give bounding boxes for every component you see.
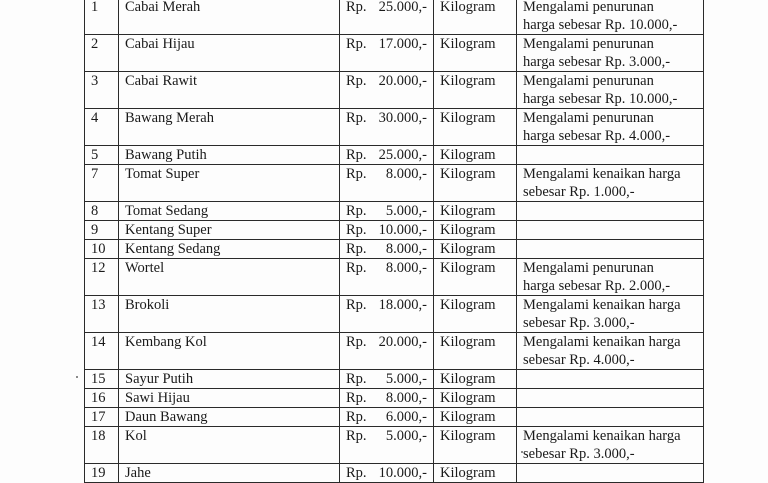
commodity-name: Kembang Kol [125, 334, 207, 350]
note-line: Mengalami penurunan [523, 0, 654, 15]
table-row [85, 408, 704, 427]
price-amount: 20.000,- [378, 73, 427, 89]
price-amount: 30.000,- [378, 110, 427, 126]
price-amount: 10.000,- [378, 222, 427, 238]
unit-label: Kilogram [440, 260, 496, 276]
row-number-cell [85, 240, 119, 259]
table-row [85, 240, 704, 259]
commodity-name: Kentang Super [125, 222, 212, 238]
commodity-name: Cabai Hijau [125, 36, 195, 52]
row-number: 13 [91, 297, 106, 313]
unit-label: Kilogram [440, 166, 496, 182]
unit-cell [434, 221, 517, 240]
row-number: 12 [91, 260, 106, 276]
unit-cell [434, 165, 517, 202]
row-number-cell [85, 72, 119, 109]
commodity-cell [119, 408, 340, 427]
note-line: harga sebesar Rp. 3.000,- [523, 54, 671, 70]
row-number: 1 [91, 0, 99, 15]
price-cell [340, 389, 434, 408]
scan-speck [521, 451, 523, 453]
note-cell [517, 35, 704, 72]
note-line: sebesar Rp. 4.000,- [523, 352, 635, 368]
note-line: harga sebesar Rp. 4.000,- [523, 128, 671, 144]
unit-cell [434, 146, 517, 165]
note-line: Mengalami kenaikan harga [523, 166, 681, 182]
commodity-cell [119, 202, 340, 221]
unit-cell [434, 370, 517, 389]
unit-label: Kilogram [440, 147, 496, 163]
unit-cell [434, 35, 517, 72]
unit-cell [434, 408, 517, 427]
commodity-cell [119, 464, 340, 483]
currency-label: Rp. [346, 166, 367, 182]
currency-label: Rp. [346, 222, 367, 238]
price-cell [340, 427, 434, 464]
price-amount: 5.000,- [385, 371, 427, 387]
row-number: 15 [91, 371, 106, 387]
price-cell [340, 165, 434, 202]
unit-label: Kilogram [440, 36, 496, 52]
unit-label: Kilogram [440, 390, 496, 406]
table-row [85, 389, 704, 408]
table-row [85, 72, 704, 109]
price-amount: 8.000,- [385, 260, 427, 276]
currency-label: Rp. [346, 0, 367, 15]
price-amount: 8.000,- [385, 390, 427, 406]
price-amount: 25.000,- [378, 0, 427, 15]
row-number-cell [85, 0, 119, 35]
price-cell [340, 109, 434, 146]
price-amount: 10.000,- [378, 465, 427, 481]
note-cell [517, 408, 704, 427]
price-amount: 17.000,- [378, 36, 427, 52]
price-amount: 20.000,- [378, 334, 427, 350]
commodity-name: Brokoli [125, 297, 170, 313]
row-number: 5 [91, 147, 99, 163]
row-number: 19 [91, 465, 106, 481]
commodity-cell [119, 221, 340, 240]
commodity-name: Bawang Merah [125, 110, 214, 126]
note-line: Mengalami penurunan [523, 73, 654, 89]
row-number: 4 [91, 110, 99, 126]
table-row [85, 464, 704, 483]
note-line: sebesar Rp. 3.000,- [523, 446, 635, 462]
commodity-name: Kol [125, 428, 147, 444]
unit-label: Kilogram [440, 297, 496, 313]
note-line: Mengalami penurunan [523, 110, 654, 126]
row-number: 17 [91, 409, 106, 425]
note-cell [517, 165, 704, 202]
commodity-cell [119, 240, 340, 259]
unit-cell [434, 333, 517, 370]
unit-cell [434, 0, 517, 35]
unit-cell [434, 296, 517, 333]
row-number-cell [85, 146, 119, 165]
price-amount: 25.000,- [378, 147, 427, 163]
table-row [85, 259, 704, 296]
price-amount: 8.000,- [385, 241, 427, 257]
price-cell [340, 72, 434, 109]
table-row [85, 370, 704, 389]
row-number-cell [85, 202, 119, 221]
table-row [85, 0, 704, 35]
table-row [85, 427, 704, 464]
table-row [85, 109, 704, 146]
table-row [85, 165, 704, 202]
price-amount: 5.000,- [385, 428, 427, 444]
commodity-cell [119, 109, 340, 146]
price-cell [340, 146, 434, 165]
table-row [85, 146, 704, 165]
price-table [84, 0, 704, 483]
note-cell [517, 240, 704, 259]
commodity-cell [119, 296, 340, 333]
commodity-cell [119, 72, 340, 109]
note-cell [517, 0, 704, 35]
scan-speck [76, 376, 78, 378]
price-cell [340, 464, 434, 483]
note-line: Mengalami kenaikan harga [523, 428, 681, 444]
note-cell [517, 389, 704, 408]
unit-label: Kilogram [440, 0, 496, 15]
currency-label: Rp. [346, 428, 367, 444]
unit-cell [434, 202, 517, 221]
unit-label: Kilogram [440, 428, 496, 444]
table-row [85, 202, 704, 221]
unit-label: Kilogram [440, 465, 496, 481]
commodity-name: Tomat Sedang [125, 203, 209, 219]
unit-label: Kilogram [440, 241, 496, 257]
note-line: Mengalami penurunan [523, 260, 654, 276]
row-number-cell [85, 333, 119, 370]
unit-cell [434, 427, 517, 464]
row-number-cell [85, 109, 119, 146]
currency-label: Rp. [346, 73, 367, 89]
currency-label: Rp. [346, 110, 367, 126]
row-number-cell [85, 259, 119, 296]
unit-label: Kilogram [440, 409, 496, 425]
note-cell [517, 259, 704, 296]
unit-cell [434, 109, 517, 146]
commodity-cell [119, 333, 340, 370]
table-row [85, 221, 704, 240]
price-table-body [85, 0, 704, 483]
note-cell [517, 202, 704, 221]
price-cell [340, 333, 434, 370]
note-cell [517, 72, 704, 109]
row-number: 8 [91, 203, 99, 219]
commodity-name: Wortel [125, 260, 165, 276]
unit-cell [434, 464, 517, 483]
price-cell [340, 370, 434, 389]
row-number: 16 [91, 390, 106, 406]
row-number-cell [85, 408, 119, 427]
commodity-name: Bawang Putih [125, 147, 207, 163]
price-cell [340, 240, 434, 259]
row-number-cell [85, 165, 119, 202]
commodity-cell [119, 259, 340, 296]
unit-cell [434, 259, 517, 296]
currency-label: Rp. [346, 371, 367, 387]
note-line: sebesar Rp. 1.000,- [523, 184, 635, 200]
price-cell [340, 0, 434, 35]
commodity-name: Jahe [125, 465, 151, 481]
commodity-name: Daun Bawang [125, 409, 208, 425]
price-cell [340, 202, 434, 221]
currency-label: Rp. [346, 260, 367, 276]
row-number: 18 [91, 428, 106, 444]
row-number-cell [85, 370, 119, 389]
unit-label: Kilogram [440, 334, 496, 350]
row-number-cell [85, 389, 119, 408]
currency-label: Rp. [346, 241, 367, 257]
row-number: 2 [91, 36, 99, 52]
commodity-cell [119, 0, 340, 35]
note-line: Mengalami kenaikan harga [523, 334, 681, 350]
price-cell [340, 35, 434, 72]
commodity-cell [119, 35, 340, 72]
currency-label: Rp. [346, 390, 367, 406]
note-line: Mengalami kenaikan harga [523, 297, 681, 313]
note-line: harga sebesar Rp. 10.000,- [523, 91, 678, 107]
currency-label: Rp. [346, 465, 367, 481]
price-cell [340, 221, 434, 240]
commodity-name: Kentang Sedang [125, 241, 221, 257]
unit-label: Kilogram [440, 371, 496, 387]
commodity-cell [119, 165, 340, 202]
commodity-name: Sawi Hijau [125, 390, 190, 406]
price-cell [340, 296, 434, 333]
note-cell [517, 427, 704, 464]
note-line: Mengalami penurunan [523, 36, 654, 52]
price-amount: 6.000,- [385, 409, 427, 425]
note-cell [517, 464, 704, 483]
row-number: 14 [91, 334, 106, 350]
commodity-cell [119, 370, 340, 389]
row-number: 10 [91, 241, 106, 257]
currency-label: Rp. [346, 297, 367, 313]
note-line: sebesar Rp. 3.000,- [523, 315, 635, 331]
commodity-name: Cabai Merah [125, 0, 201, 15]
table-row [85, 296, 704, 333]
row-number-cell [85, 296, 119, 333]
price-cell [340, 259, 434, 296]
price-cell [340, 408, 434, 427]
unit-cell [434, 72, 517, 109]
note-cell [517, 333, 704, 370]
row-number: 3 [91, 73, 99, 89]
table-row [85, 333, 704, 370]
row-number-cell [85, 221, 119, 240]
commodity-name: Sayur Putih [125, 371, 194, 387]
unit-label: Kilogram [440, 222, 496, 238]
row-number-cell [85, 464, 119, 483]
row-number: 9 [91, 222, 99, 238]
unit-cell [434, 240, 517, 259]
note-cell [517, 296, 704, 333]
row-number-cell [85, 35, 119, 72]
currency-label: Rp. [346, 409, 367, 425]
unit-label: Kilogram [440, 73, 496, 89]
note-cell [517, 109, 704, 146]
unit-label: Kilogram [440, 203, 496, 219]
note-cell [517, 370, 704, 389]
row-number-cell [85, 427, 119, 464]
commodity-name: Tomat Super [125, 166, 200, 182]
table-row [85, 35, 704, 72]
unit-label: Kilogram [440, 110, 496, 126]
commodity-name: Cabai Rawit [125, 73, 198, 89]
note-cell [517, 221, 704, 240]
currency-label: Rp. [346, 147, 367, 163]
unit-cell [434, 389, 517, 408]
commodity-cell [119, 146, 340, 165]
note-line: harga sebesar Rp. 2.000,- [523, 278, 671, 294]
commodity-cell [119, 389, 340, 408]
price-amount: 5.000,- [385, 203, 427, 219]
note-cell [517, 146, 704, 165]
note-line: harga sebesar Rp. 10.000,- [523, 17, 678, 33]
currency-label: Rp. [346, 334, 367, 350]
price-amount: 18.000,- [378, 297, 427, 313]
commodity-cell [119, 427, 340, 464]
price-amount: 8.000,- [385, 166, 427, 182]
currency-label: Rp. [346, 36, 367, 52]
currency-label: Rp. [346, 203, 367, 219]
row-number: 7 [91, 166, 99, 182]
